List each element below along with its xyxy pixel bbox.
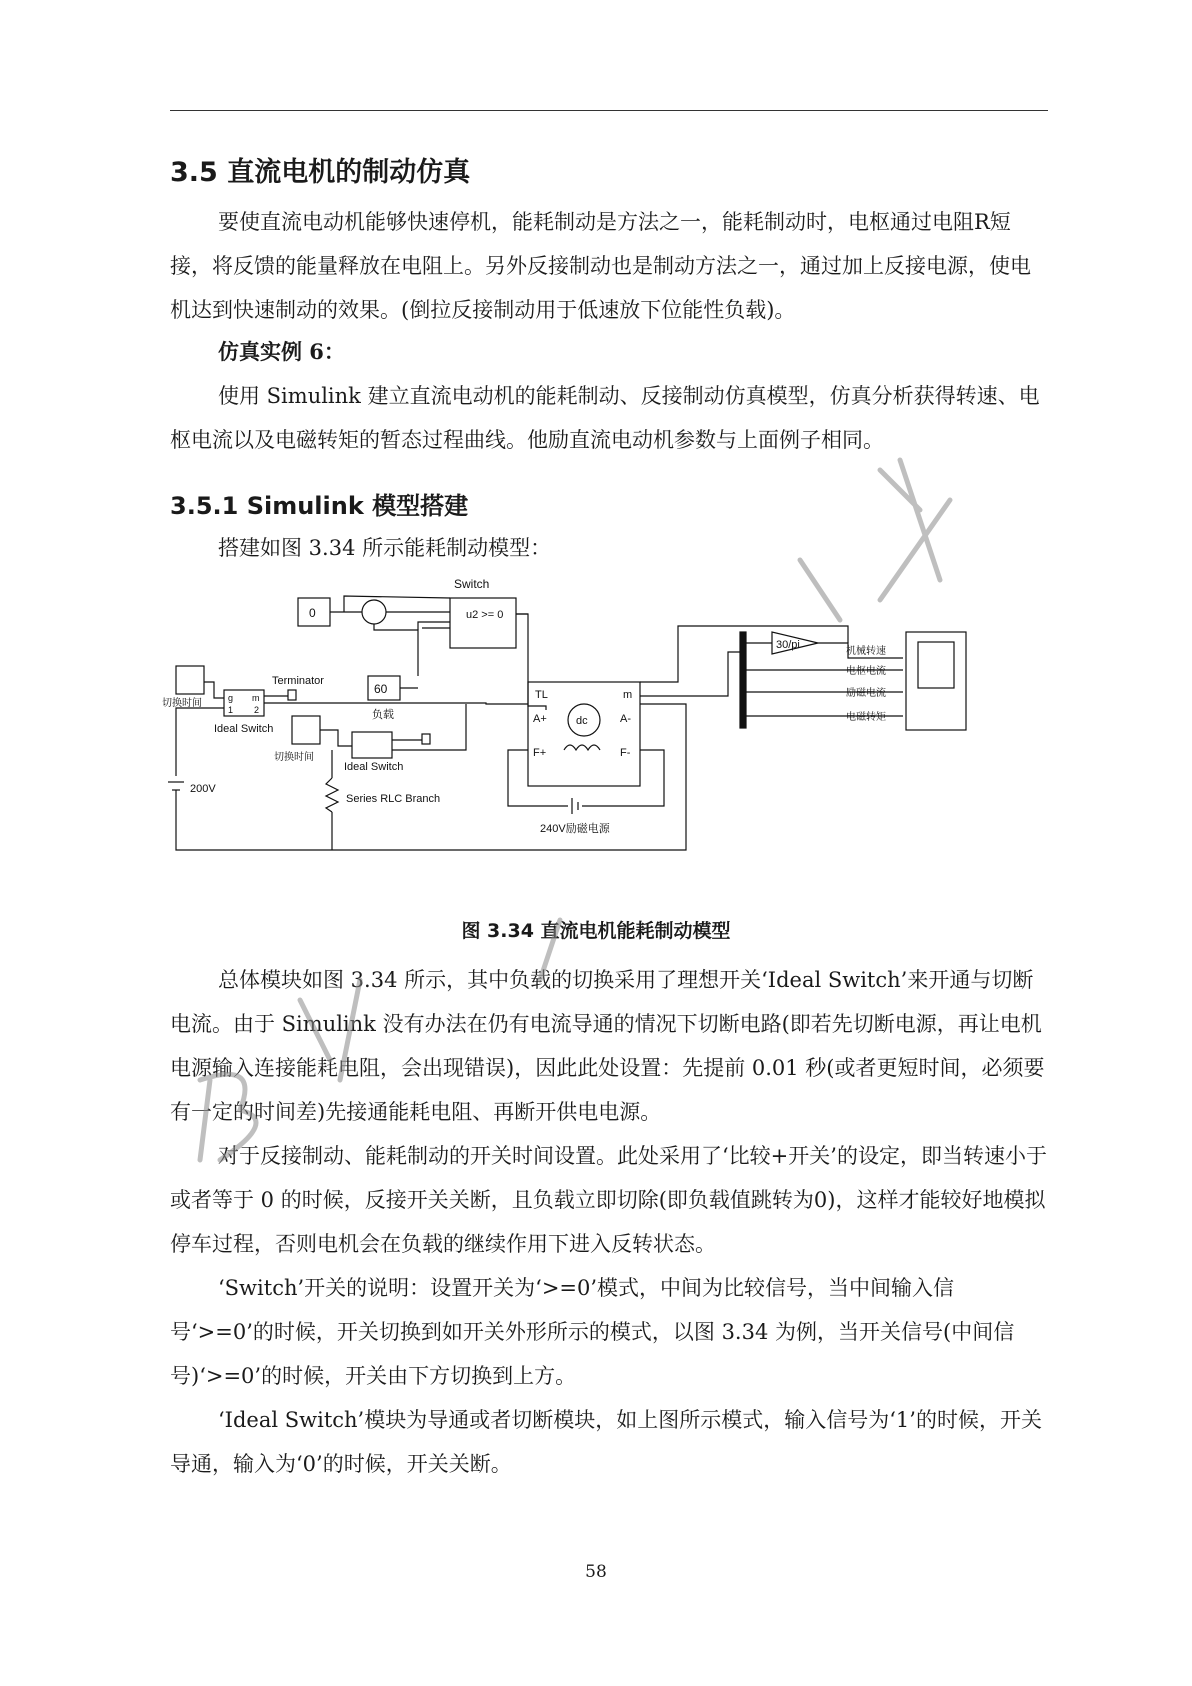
- field-source-label: 240V励磁电源: [540, 823, 610, 835]
- switch-block: [450, 598, 516, 648]
- ideal-switch-1-label: Ideal Switch: [214, 723, 274, 735]
- motor-port-fm: F-: [620, 747, 631, 759]
- switch-label: Switch: [454, 577, 490, 591]
- scope-input-2: 电枢电流: [846, 666, 886, 677]
- mux-bar: [740, 632, 746, 728]
- step-label-1: 切换时间: [162, 698, 202, 709]
- ideal-switch-1-port2: 2: [254, 705, 260, 715]
- step-label-2: 切换时间: [274, 752, 314, 763]
- sum-block: [362, 600, 386, 624]
- ideal-switch-1-port1: 1: [228, 705, 234, 715]
- paragraph-7: ‘Ideal Switch’模块为导通或者切断模块，如上图所示模式，输入信号为‘1’的时候，开关导通，输入为‘0’的时候，开关关断。: [170, 1408, 1042, 1476]
- motor-port-fp: F+: [533, 747, 547, 759]
- motor-dc-label: dc: [576, 715, 588, 727]
- ideal-switch-1-m: m: [252, 693, 260, 703]
- section-title: 3.5 直流电机的制动仿真: [170, 157, 471, 188]
- source-200v-label: 200V: [190, 783, 216, 795]
- const-zero-label: 0: [309, 606, 316, 620]
- terminator-1: [288, 690, 296, 700]
- scope-block: [906, 632, 966, 730]
- ideal-switch-2-block: [352, 732, 392, 758]
- paragraph-2: 使用 Simulink 建立直流电动机的能耗制动、反接制动仿真模型，仿真分析获得转速、电枢电流以及电磁转矩的暂态过程曲线。他励直流电动机参数与上面例子相同。: [170, 384, 1040, 452]
- simulink-diagram: [162, 570, 998, 910]
- paragraph-3: 搭建如图 3.34 所示能耗制动模型：: [218, 536, 552, 560]
- scope-input-1: 机械转速: [846, 646, 886, 657]
- ideal-switch-2-label: Ideal Switch: [344, 761, 404, 773]
- paragraph-4: 总体模块如图 3.34 所示，其中负载的切换采用了理想开关‘Ideal Switch’来开通与切断电流。由于 Simulink 没有办法在仍有电流导通的情况下切断电路(即若先切断电源，再让电机电源输入连接能耗电阻，会出现错误)，因此此处设置：先提前 0.01 秒(或者更短时间，必须要有一定的时间差)先接通能耗电阻、再断开供电电源。: [170, 968, 1045, 1124]
- switch-threshold: u2 >= 0: [466, 609, 504, 621]
- gain-label: 30/pi: [776, 639, 800, 651]
- figure-caption: 图 3.34 直流电机能耗制动模型: [461, 920, 731, 942]
- step-block-2: [292, 716, 320, 744]
- scope-input-3: 励磁电流: [846, 688, 886, 699]
- paragraph-5: 对于反接制动、能耗制动的开关时间设置。此处采用了‘比较+开关’的设定，即当转速小于或者等于 0 的时候，反接开关关断，且负载立即切除(即负载值跳转为0)，这样才能较好地模拟停车过程，否则电机会在负载的继续作用下进入反转状态。: [170, 1144, 1047, 1256]
- example-label: 仿真实例 6：: [218, 339, 345, 364]
- motor-port-ap: A+: [533, 713, 547, 725]
- header-rule: [170, 110, 1048, 111]
- terminator-2: [422, 734, 430, 744]
- scope-screen: [918, 642, 954, 688]
- terminator-label: Terminator: [272, 675, 324, 687]
- paragraph-6: ‘Switch’开关的说明：设置开关为‘>=0’模式，中间为比较信号，当中间输入信号‘>=0’的时候，开关切换到如开关外形所示的模式，以图 3.34 为例，当开关信号(中间信号)‘>=0’的时候，开关由下方切换到上方。: [170, 1276, 1015, 1388]
- subsection-title: 3.5.1 Simulink 模型搭建: [170, 492, 469, 520]
- load-label: 负载: [372, 709, 394, 721]
- motor-port-am: A-: [620, 713, 631, 725]
- step-block-1: [176, 666, 204, 694]
- scope-input-4: 电磁转矩: [846, 712, 886, 723]
- motor-port-m: m: [623, 689, 633, 701]
- paragraph-1: 要使直流电动机能够快速停机，能耗制动是方法之一，能耗制动时，电枢通过电阻R短接，将反馈的能量释放在电阻上。另外反接制动也是制动方法之一，通过加上反接电源，使电机达到快速制动的效果。(倒拉反接制动用于低速放下位能性负载)。: [170, 210, 1031, 322]
- motor-port-tl: TL: [535, 689, 548, 701]
- const-load-label: 60: [374, 682, 388, 696]
- page-number: 58: [585, 1562, 607, 1582]
- ideal-switch-1-g: g: [228, 693, 234, 703]
- rlc-label: Series RLC Branch: [346, 793, 441, 805]
